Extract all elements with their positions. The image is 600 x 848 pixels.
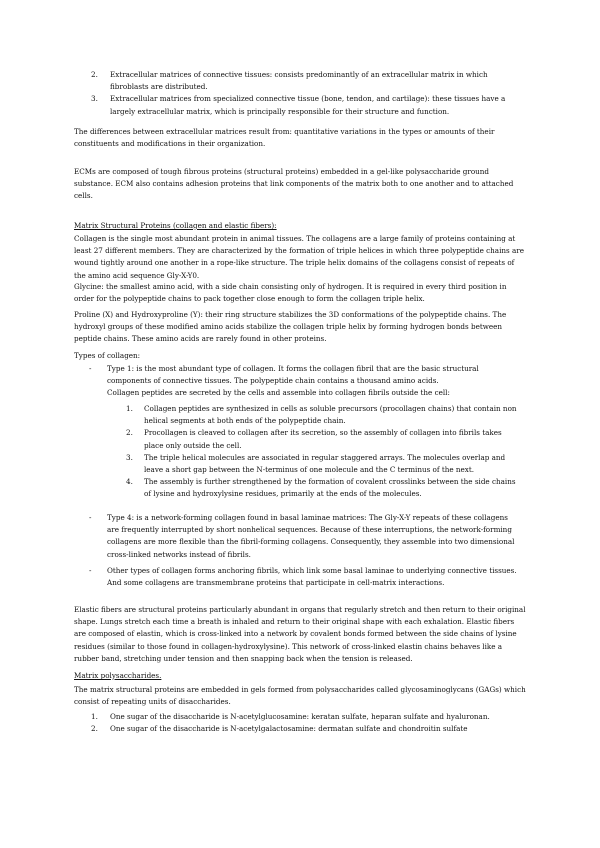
list-number: 2. [126,428,133,438]
list-text: Collagen peptides are synthesized in cells as soluble precursors (procollagen chains) that contain non helical segments at both ends of the polypeptide chain. [144,404,517,426]
other-types-bullet-item [89,565,518,589]
list-text: One sugar of the disaccharide is N-acetylglucosamine: keratan sulfate, heparan sulfate and hyaluronan. [110,712,490,721]
list-text: The triple helical molecules are associated in regular staggered arrays. The molecules overlap and leave a short gap between the N-terminus of one molecule and the C terminus of the next. [144,452,506,475]
list-number: 4. [126,477,133,487]
type4-bullet-item [89,512,518,561]
list-number: 2. [91,724,98,734]
list-text: One sugar of the disaccharide is N-acetylgalactosamine: dermatan sulfate and chondroitin sulfate [110,724,468,734]
list-number: 1. [91,712,98,721]
proline-paragraph: Proline (X) and Hydroxyproline (Y): their ring structure stabilizes the 3D conformations of the polypeptide chains. The hydroxyl groups of these modified amino acids stabilize the collagen triple helix by forming hydrogen bonds between peptide chains. These amino acids are rarely found in other proteins. [74,310,507,344]
other-types-text: Other types of collagen forms anchoring fibrils, which link some basal laminae to underlying connective tissues. And some collagens are transmembrane proteins that participate in cell-matrix interactions. [107,566,517,588]
list-number: 3. [126,452,133,462]
matrix-types-list [74,69,528,118]
type1-secreted-text: Collagen peptides are secreted by the cells and assemble into collagen fibrils outside the cell: [107,388,450,398]
ecm-intro-paragraph: ECMs are composed of tough fibrous proteins (structural proteins) embedded in a gel-like polysaccharide ground substance. ECM also contains adhesion proteins that link components of the matrix both to one another and to attached cells. [74,167,514,201]
bullet-dash: - [89,364,92,373]
list-item [91,69,528,93]
list-item [126,403,520,427]
list-item [91,723,530,735]
polysaccharides-heading: Matrix polysaccharides. [74,671,162,680]
collagen-assembly-steps [126,403,520,501]
list-number: 1. [126,404,133,413]
list-text: Procollagen is cleaved to collagen after its secretion, so the assembly of collagen into fibrils takes place only outside the cell. [144,428,502,450]
list-item [126,476,520,500]
collagen-intro-paragraph: Collagen is the single most abundant protein in animal tissues. The collagens are a large family of proteins containing at least 27 different members. They are characterized by the formation of triple helices in which three polypeptide chains are wound tightly around one another in a rope-like structure. The triple helix domains of the collagens consist of repeats of the amino acid sequence Gly-X-Y0. [74,234,524,280]
list-item [126,452,520,476]
list-item [91,711,530,723]
list-item [91,93,528,117]
list-text: Extracellular matrices from specialized connective tissue (bone, tendon, and cartilage): these tissues have a largely extracellular matrix, which is principally responsible for their structure and function. [110,94,506,116]
structural-proteins-heading: Matrix Structural Proteins (collagen and elastic fibers): [74,221,277,230]
types-heading: Types of collagen: [74,351,141,360]
type1-bullet-item [89,363,518,400]
type4-text: Type 4: is a network-forming collagen found in basal laminae matrices: The Gly-X-Y repeats of these collagens are frequently interrupted by short nonhelical sequences. Because of these interruptions, the network-forming collagens are more flexible than the fibril-forming collagens. Consequently, they assemble into two dimensional cross-linked networks instead of fibrils. [107,513,515,559]
glycine-paragraph: Glycine: the smallest amino acid, with a side chain consisting only of hydrogen. It is required in every third position in order for the polypeptide chains to pack together close enough to form the collagen triple helix. [74,282,507,304]
gag-list [91,711,530,735]
bullet-dash: - [89,513,92,522]
elastic-fibers-paragraph: Elastic fibers are structural proteins particularly abundant in organs that regularly stretch and then return to their original shape. Lungs stretch each time a breath is inhaled and return to their original shape with each exhalation. Elastic fibers are composed of elastin, which is cross-linked into a network by covalent bonds formed between the side chains of lysine residues (similar to those found in collagen-hydroxylysine). This network of cross-linked elastin chains behaves like a rubber band, stretching under tension and then snapping back when the tension is released. [74,605,526,663]
list-number: 2. [91,70,98,79]
list-text: The assembly is further strengthened by the formation of covalent crosslinks between the side chains of lysine and hydroxylysine residues, primarily at the ends of the molecules. [144,477,516,499]
list-text: Extracellular matrices of connective tissues: consists predominantly of an extracellular matrix in which fibroblasts are distributed. [110,70,488,92]
type1-text: Type 1: is the most abundant type of collagen. It forms the collagen fibril that are the basic structural components of connective tissues. The polypeptide chain contains a thousand amino acids. [107,364,479,386]
bullet-dash: - [89,566,92,575]
list-number: 3. [91,94,98,104]
differences-paragraph: The differences between extracellular matrices result from: quantitative variations in the types or amounts of their constituents and modifications in their organization. [74,127,495,149]
polysaccharides-intro: The matrix structural proteins are embedded in gels formed from polysaccharides called glycosaminoglycans (GAGs) which consist of repeating units of disaccharides. [74,685,526,707]
list-item [126,427,520,451]
